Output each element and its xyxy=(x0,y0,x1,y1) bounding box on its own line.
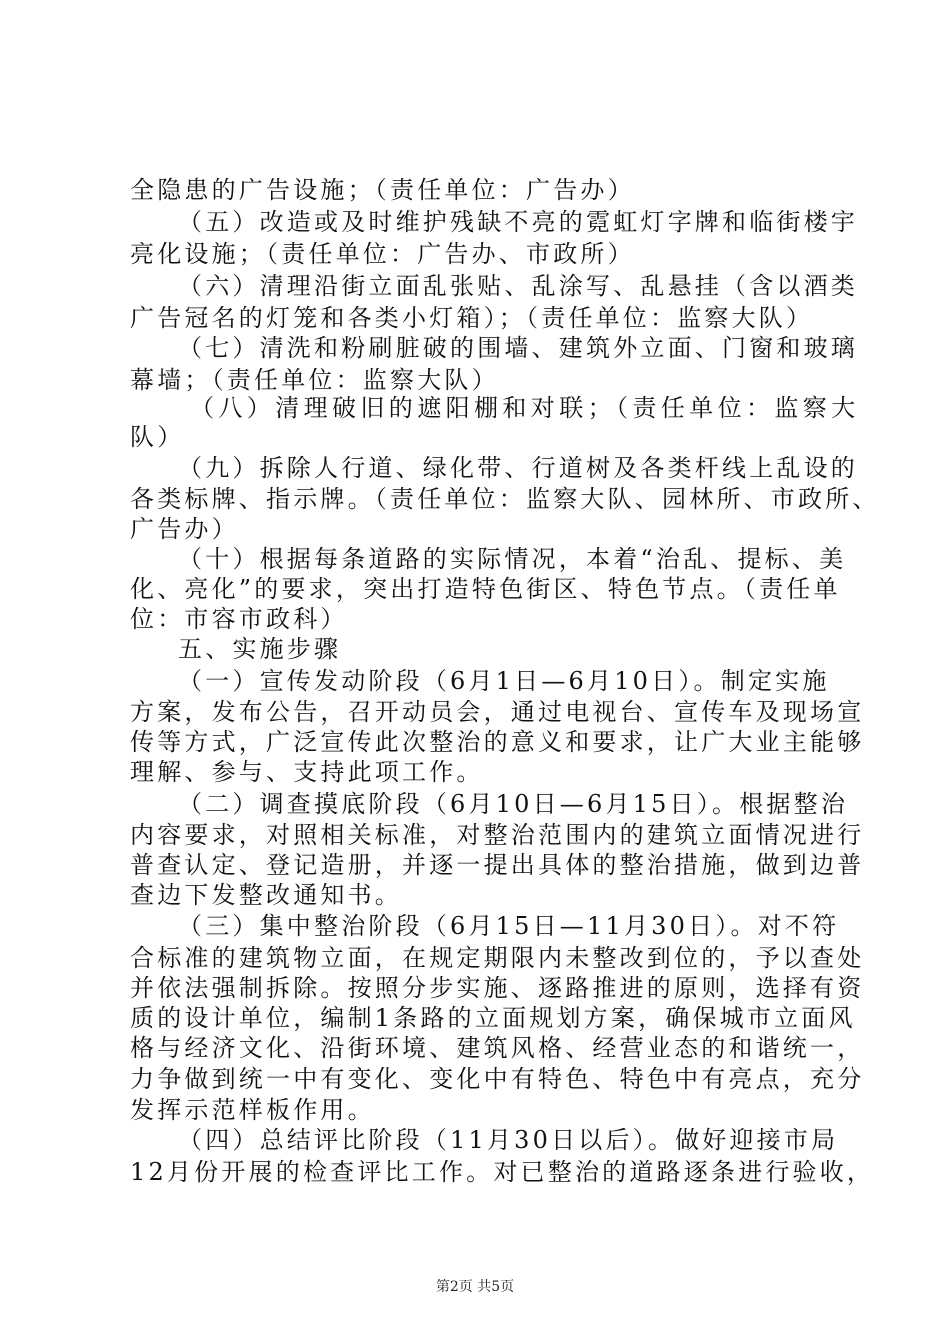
text-line: （五）改造或及时维护残缺不亮的霓虹灯字牌和临街楼宇 xyxy=(178,208,858,236)
section-heading: 五、实施步骤 xyxy=(178,635,342,663)
text-line: 力争做到统一中有变化、变化中有特色、特色中有亮点，充分 xyxy=(130,1065,865,1093)
text-line: （一）宣传发动阶段（6月1日—6月10日）。制定实施 xyxy=(178,667,830,695)
text-line: 并依法强制拆除。按照分步实施、逐路推进的原则，选择有资 xyxy=(130,974,865,1002)
text-line: 合标准的建筑物立面，在规定期限内未整改到位的，予以查处 xyxy=(130,944,865,972)
text-line: 位：市容市政科） xyxy=(130,605,348,633)
text-line: 普查认定、登记造册，并逐一提出具体的整治措施，做到边普 xyxy=(130,851,865,879)
text-line: 队） xyxy=(130,423,185,451)
text-line: 幕墙；（责任单位：监察大队） xyxy=(130,366,499,394)
text-line: 传等方式，广泛宣传此次整治的意义和要求，让广大业主能够 xyxy=(130,728,865,756)
text-line: 理解、参与、支持此项工作。 xyxy=(130,758,484,786)
text-line: 化、亮化”的要求，突出打造特色街区、特色节点。（责任单 xyxy=(130,575,841,603)
text-line: 亮化设施；（责任单位：广告办、市政所） xyxy=(130,240,635,268)
text-line: 广告冠名的灯笼和各类小灯箱）；（责任单位：监察大队） xyxy=(130,304,814,332)
text-line: 12月份开展的检查评比工作。对已整治的道路逐条进行验收， xyxy=(130,1158,875,1186)
text-line: 广告办） xyxy=(130,515,239,543)
text-line: （六）清理沿街立面乱张贴、乱涂写、乱悬挂（含以酒类 xyxy=(178,272,858,300)
text-line: （二）调查摸底阶段（6月10日—6月15日）。根据整治 xyxy=(178,790,849,818)
text-line: 各类标牌、指示牌。（责任单位：监察大队、园林所、市政所、 xyxy=(130,485,880,513)
text-line: 质的设计单位，编制1条路的立面规划方案，确保城市立面风 xyxy=(130,1004,856,1032)
text-line: （四）总结评比阶段（11月30日以后）。做好迎接市局 xyxy=(178,1126,839,1154)
text-line: 全隐患的广告设施；（责任单位：广告办） xyxy=(130,176,635,204)
page-footer: 第2页 共5页 xyxy=(435,1279,515,1295)
text-line: 格与经济文化、沿街环境、建筑风格、经营业态的和谐统一， xyxy=(130,1034,865,1062)
text-line: （十）根据每条道路的实际情况，本着“治乱、提标、美 xyxy=(178,545,847,573)
text-line: 内容要求，对照相关标准，对整治范围内的建筑立面情况进行 xyxy=(130,821,865,849)
text-line: （七）清洗和粉刷脏破的围墙、建筑外立面、门窗和玻璃 xyxy=(178,334,858,362)
text-line: 方案，发布公告，召开动员会，通过电视台、宣传车及现场宣 xyxy=(130,698,865,726)
text-line: （九）拆除人行道、绿化带、行道树及各类杆线上乱设的 xyxy=(178,454,858,482)
text-line: 发挥示范样板作用。 xyxy=(130,1096,375,1124)
text-line: （八）清理破旧的遮阳棚和对联；（责任单位：监察大 xyxy=(190,394,860,422)
text-line: （三）集中整治阶段（6月15日—11月30日）。对不符 xyxy=(178,912,840,940)
text-line: 查边下发整改通知书。 xyxy=(130,881,402,909)
